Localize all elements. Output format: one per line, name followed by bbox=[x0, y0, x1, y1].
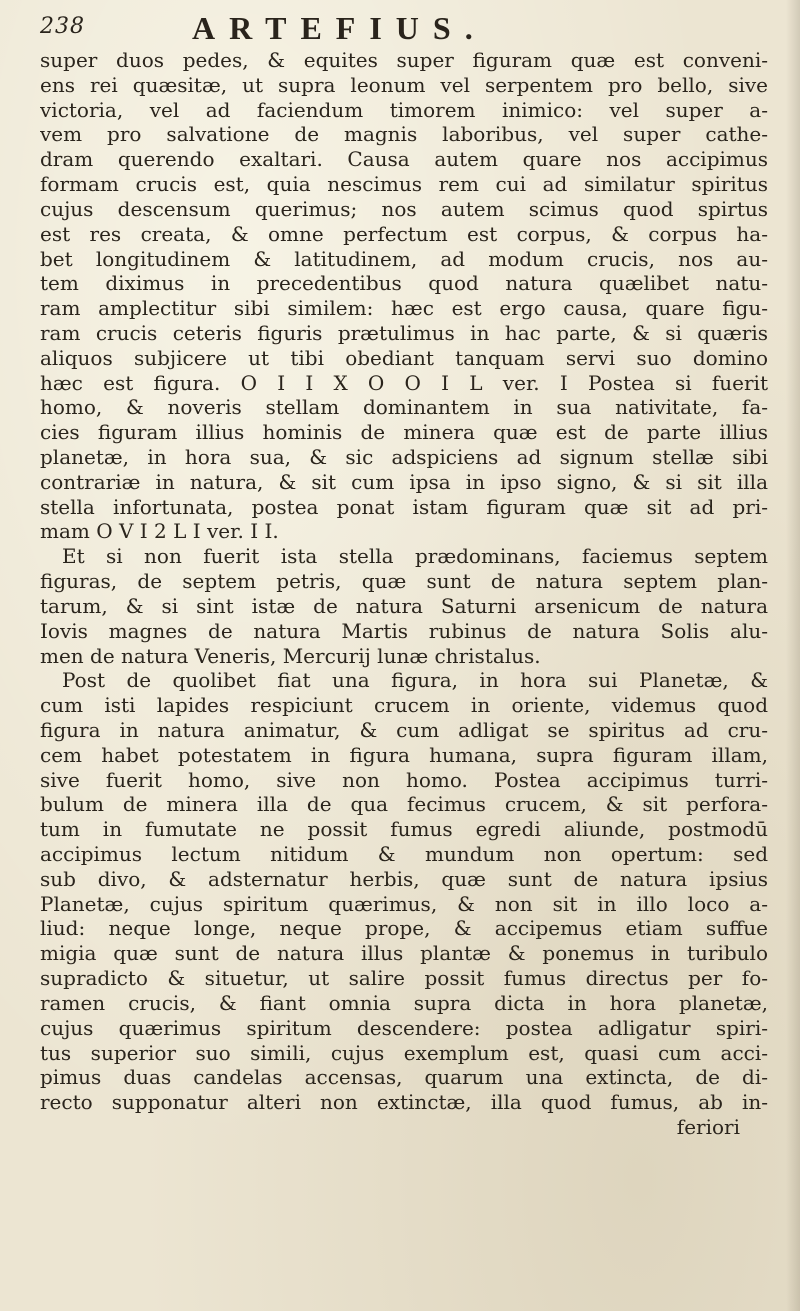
text-line: stella infortunata, postea ponat istam figuram quæ sit ad pri- bbox=[40, 494, 768, 519]
page-edge-shadow bbox=[786, 0, 800, 1311]
text-line: sive fuerit homo, sive non homo. Postea accipimus turri- bbox=[40, 767, 768, 792]
text-line: cem habet potestatem in figura humana, supra figuram illam, bbox=[40, 742, 768, 767]
text-line: recto supponatur alteri non extinctæ, illa quod fumus, ab in- bbox=[40, 1090, 768, 1115]
text-line: supradicto & situetur, ut salire possit fumus directus per fo- bbox=[40, 966, 768, 991]
text-line: ram crucis ceteris figuris prætulimus in hac parte, & si quæris bbox=[40, 320, 768, 345]
text-line: victoria, vel ad faciendum timorem inimico: vel super a- bbox=[40, 97, 768, 122]
text-line: liud: neque longe, neque prope, & accipemus etiam suffue bbox=[40, 916, 768, 941]
text-line: men de natura Veneris, Mercurij lunæ christalus. bbox=[40, 643, 541, 668]
text-line: Et si non fuerit ista stella prædominans, faciemus septem bbox=[62, 544, 768, 569]
body-text bbox=[40, 48, 768, 1140]
text-line: tum in fumutate ne possit fumus egredi aliunde, postmodū bbox=[40, 817, 768, 842]
text-line: tus superior suo simili, cujus exemplum est, quasi cum acci- bbox=[40, 1040, 768, 1065]
text-line: figuras, de septem petris, quæ sunt de natura septem plan- bbox=[40, 569, 768, 594]
text-line: bulum de minera illa de qua fecimus crucem, & sit perfora- bbox=[40, 792, 768, 817]
text-line: Planetæ, cujus spiritum quærimus, & non sit in illo loco a- bbox=[40, 891, 768, 916]
catchword: feriori bbox=[676, 1114, 740, 1139]
text-line: figura in natura animatur, & cum adligat se spiritus ad cru- bbox=[40, 717, 768, 742]
text-line: planetæ, in hora sua, & sic adspiciens ad signum stellæ sibi bbox=[40, 445, 768, 469]
text-line: aliquos subjicere ut tibi obediant tanquam servi suo domino bbox=[40, 345, 768, 370]
text-line: tarum, & si sint istæ de natura Saturni arsenicum de natura bbox=[40, 593, 768, 618]
text-line: migia quæ sunt de natura illus plantæ & ponemus in turibulo bbox=[40, 941, 768, 966]
page-header bbox=[40, 10, 760, 48]
text-line: contrariæ in natura, & sit cum ipsa in ipso signo, & si sit illa bbox=[40, 469, 768, 494]
text-line: tem diximus in precedentibus quod natura quælibet natu- bbox=[40, 271, 768, 296]
text-line: hæc est figura. O I I X O O I L ver. I Postea si fuerit bbox=[40, 370, 768, 395]
text-line: Post de quolibet fiat una figura, in hora sui Planetæ, & bbox=[62, 668, 768, 693]
text-line: ens rei quæsitæ, ut supra leonum vel serpentem pro bello, sive bbox=[40, 72, 768, 97]
text-line: homo, & noveris stellam dominantem in sua nativitate, fa- bbox=[40, 395, 768, 420]
text-line: cum isti lapides respiciunt crucem in oriente, videmus quod bbox=[40, 693, 768, 718]
text-line: sub divo, & adsternatur herbis, quæ sunt de natura ipsius bbox=[40, 866, 768, 891]
text-line: Iovis magnes de natura Martis rubinus de natura Solis alu- bbox=[40, 618, 768, 643]
text-line: ramen crucis, & fiant omnia supra dicta in hora planetæ, bbox=[40, 990, 768, 1015]
page-number: 238 bbox=[40, 14, 85, 39]
text-line: vem pro salvatione de magnis laboribus, vel super cathe- bbox=[40, 122, 768, 147]
text-line: cujus descensum querimus; nos autem scimus quod spirtus bbox=[40, 196, 768, 221]
text-line: accipimus lectum nitidum & mundum non opertum: sed bbox=[40, 842, 768, 866]
text-line: bet longitudinem & latitudinem, ad modum crucis, nos au- bbox=[40, 246, 768, 271]
text-line: dram querendo exaltari. Causa autem quare nos accipimus bbox=[40, 147, 768, 172]
text-line: mam O V I 2 L I ver. I I. bbox=[40, 519, 279, 544]
running-title: ARTEFIUS. bbox=[192, 10, 487, 46]
text-line: pimus duas candelas accensas, quarum una extincta, de di- bbox=[40, 1065, 768, 1090]
text-line: formam crucis est, quia nescimus rem cui ad similatur spiritus bbox=[40, 172, 768, 197]
text-line: ram amplectitur sibi similem: hæc est ergo causa, quare figu- bbox=[40, 296, 768, 321]
text-line: cujus quærimus spiritum descendere: postea adligatur spiri- bbox=[40, 1015, 768, 1040]
text-line: est res creata, & omne perfectum est corpus, & corpus ha- bbox=[40, 221, 768, 246]
text-line: cies figuram illius hominis de minera quæ est de parte illius bbox=[40, 420, 768, 445]
text-line: super duos pedes, & equites super figuram quæ est conveni- bbox=[40, 48, 768, 72]
